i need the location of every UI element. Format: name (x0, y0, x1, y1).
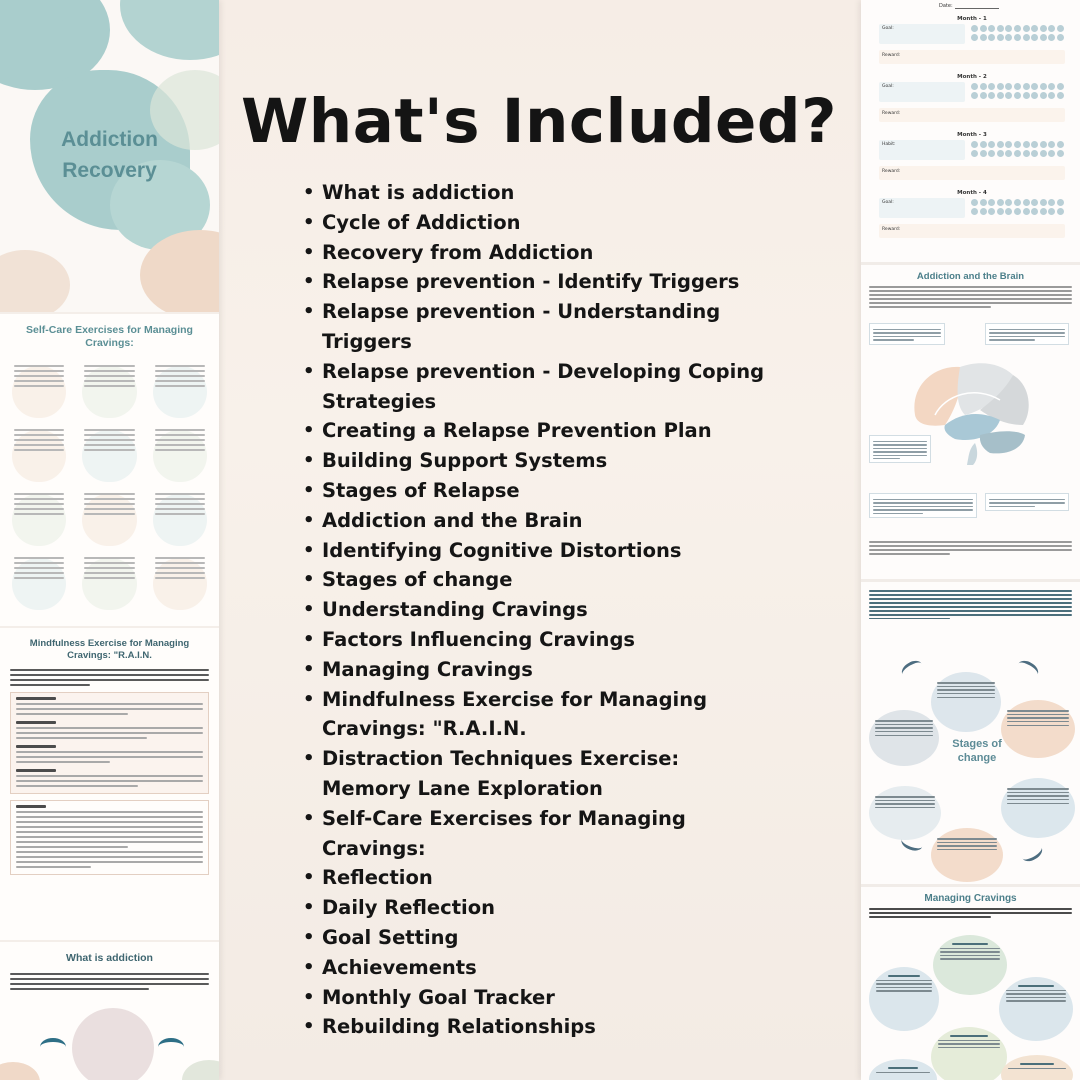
reward-box (879, 50, 1065, 64)
brain-page-preview (861, 265, 1080, 579)
selfcare-cell (6, 490, 72, 548)
list-item: • Rebuilding Relationships (300, 1012, 770, 1042)
goal-label: Goal: (882, 84, 894, 89)
date-line (955, 8, 999, 9)
stage-node (1001, 778, 1075, 838)
month-label: Month - 3 (957, 132, 987, 138)
list-item: • Creating a Relapse Prevention Plan (300, 416, 770, 446)
selfcare-cell (6, 362, 72, 420)
brain-callout (985, 493, 1069, 511)
brain-callout (869, 323, 945, 345)
list-item: • Monthly Goal Tracker (300, 983, 770, 1013)
cycle-arrow-icon (1015, 657, 1041, 680)
goal-box (879, 198, 965, 218)
reward-box (879, 166, 1065, 180)
stage-node (931, 828, 1003, 882)
selfcare-cell (147, 554, 213, 612)
goal-box (879, 140, 965, 160)
selfcare-cell (6, 426, 72, 484)
brain-summary-text (869, 539, 1072, 555)
goal-box (879, 82, 965, 102)
list-item: • What is addiction (300, 178, 770, 208)
cycle-node (182, 1060, 219, 1080)
stage-node (869, 786, 941, 840)
list-item: • Stages of change (300, 565, 770, 595)
goal-tracker-page-preview (861, 0, 1080, 262)
goal-label: Goal: (882, 200, 894, 205)
cycle-arrow-icon (899, 657, 925, 680)
month-label: Month - 1 (957, 16, 987, 22)
month-block (879, 132, 1065, 180)
list-item: • Stages of Relapse (300, 476, 770, 506)
day-dots (971, 199, 1065, 215)
list-item: • Reflection (300, 863, 770, 893)
managing-title: Managing Cravings (924, 893, 1017, 904)
reward-label: Reward: (882, 227, 901, 232)
goal-row (879, 24, 1065, 46)
reward-label: Reward: (882, 169, 901, 174)
managing-page-preview (861, 887, 1080, 1080)
selfcare-page-preview (0, 314, 219, 626)
list-item: • Cycle of Addiction (300, 208, 770, 238)
day-dots (971, 141, 1065, 157)
month-label: Month - 2 (957, 74, 987, 80)
cover-page-preview (0, 0, 219, 312)
strategy-node (999, 977, 1073, 1041)
whatis-intro-text (10, 973, 209, 990)
brain-intro-text (869, 286, 1072, 308)
list-item: • Identifying Cognitive Distortions (300, 536, 770, 566)
rain-guidance-box (10, 800, 209, 875)
brain-callout (869, 435, 931, 463)
goal-row (879, 198, 1065, 220)
selfcare-cell (147, 426, 213, 484)
cycle-arrow-icon (158, 1038, 184, 1056)
goal-row (879, 140, 1065, 162)
cycle-arrow-icon (1019, 841, 1045, 864)
month-block (879, 74, 1065, 122)
day-dots (971, 83, 1065, 99)
cover-title-line: Recovery (62, 159, 157, 182)
rain-steps-box (10, 692, 209, 794)
list-item: • Goal Setting (300, 923, 770, 953)
cycle-node (72, 1008, 154, 1080)
day-dots (971, 25, 1065, 41)
month-label: Month - 4 (957, 190, 987, 196)
list-item: • Relapse prevention - Understanding Triggers (300, 297, 770, 357)
month-block (879, 190, 1065, 238)
reward-box (879, 108, 1065, 122)
reward-box (879, 224, 1065, 238)
list-item: • Distraction Techniques Exercise: Memory Lane Exploration (300, 744, 770, 804)
selfcare-cell (6, 554, 72, 612)
list-item: • Relapse prevention - Developing Coping Strategies (300, 357, 770, 417)
left-preview-column (0, 0, 219, 1080)
list-item: • Relapse prevention - Identify Triggers (300, 267, 770, 297)
reward-label: Reward: (882, 111, 901, 116)
decor-blob (120, 0, 219, 60)
goal-label: Habit: (882, 142, 896, 147)
rain-intro-text (10, 669, 209, 686)
goal-box (879, 24, 965, 44)
decor-blob (0, 250, 70, 312)
list-item: • Building Support Systems (300, 446, 770, 476)
stages-intro-text (869, 590, 1072, 619)
stage-node (1001, 700, 1075, 758)
stages-page-preview (861, 582, 1080, 884)
right-preview-column (861, 0, 1080, 1080)
list-item: • Managing Cravings (300, 655, 770, 685)
date-label: Date: (939, 3, 953, 9)
cover-title-line: Addiction (61, 128, 158, 151)
rain-page-preview (0, 628, 219, 940)
cover-title (0, 124, 219, 186)
list-item: • Factors Influencing Cravings (300, 625, 770, 655)
selfcare-grid (6, 362, 213, 612)
stage-node (869, 710, 939, 766)
rain-title: Mindfulness Exercise for Managing Cravings: "R.A.I.N. (29, 638, 190, 661)
selfcare-cell (76, 554, 142, 612)
selfcare-cell (76, 490, 142, 548)
strategy-node (1001, 1055, 1073, 1080)
stage-node (931, 672, 1001, 732)
contents-list (300, 178, 770, 1042)
brain-title: Addiction and the Brain (916, 271, 1025, 282)
brain-callout (869, 493, 977, 518)
list-item: • Understanding Cravings (300, 595, 770, 625)
selfcare-cell (147, 362, 213, 420)
brain-callout (985, 323, 1069, 345)
strategy-node (933, 935, 1007, 995)
goal-row (879, 82, 1065, 104)
managing-intro-text (869, 908, 1072, 918)
list-item: • Recovery from Addiction (300, 238, 770, 268)
page-title: What's Included? (241, 86, 837, 157)
cycle-arrow-icon (40, 1038, 66, 1056)
strategy-node (869, 1059, 937, 1080)
list-item: • Achievements (300, 953, 770, 983)
month-block (879, 16, 1065, 64)
cycle-node (0, 1062, 40, 1080)
list-item: • Addiction and the Brain (300, 506, 770, 536)
list-item: • Daily Reflection (300, 893, 770, 923)
whatis-page-preview (0, 942, 219, 1080)
goal-label: Goal: (882, 26, 894, 31)
list-item: • Self-Care Exercises for Managing Cravings: (300, 804, 770, 864)
list-item: • Mindfulness Exercise for Managing Cravings: "R.A.I.N. (300, 685, 770, 745)
selfcare-cell (76, 362, 142, 420)
whatis-title: What is addiction (66, 952, 153, 964)
selfcare-cell (147, 490, 213, 548)
stages-center-label: Stages of change (952, 738, 1002, 764)
strategy-node (869, 967, 939, 1031)
strategy-node (931, 1027, 1007, 1080)
selfcare-cell (76, 426, 142, 484)
reward-label: Reward: (882, 53, 901, 58)
selfcare-title: Self-Care Exercises for Managing Cravings: (26, 324, 193, 349)
